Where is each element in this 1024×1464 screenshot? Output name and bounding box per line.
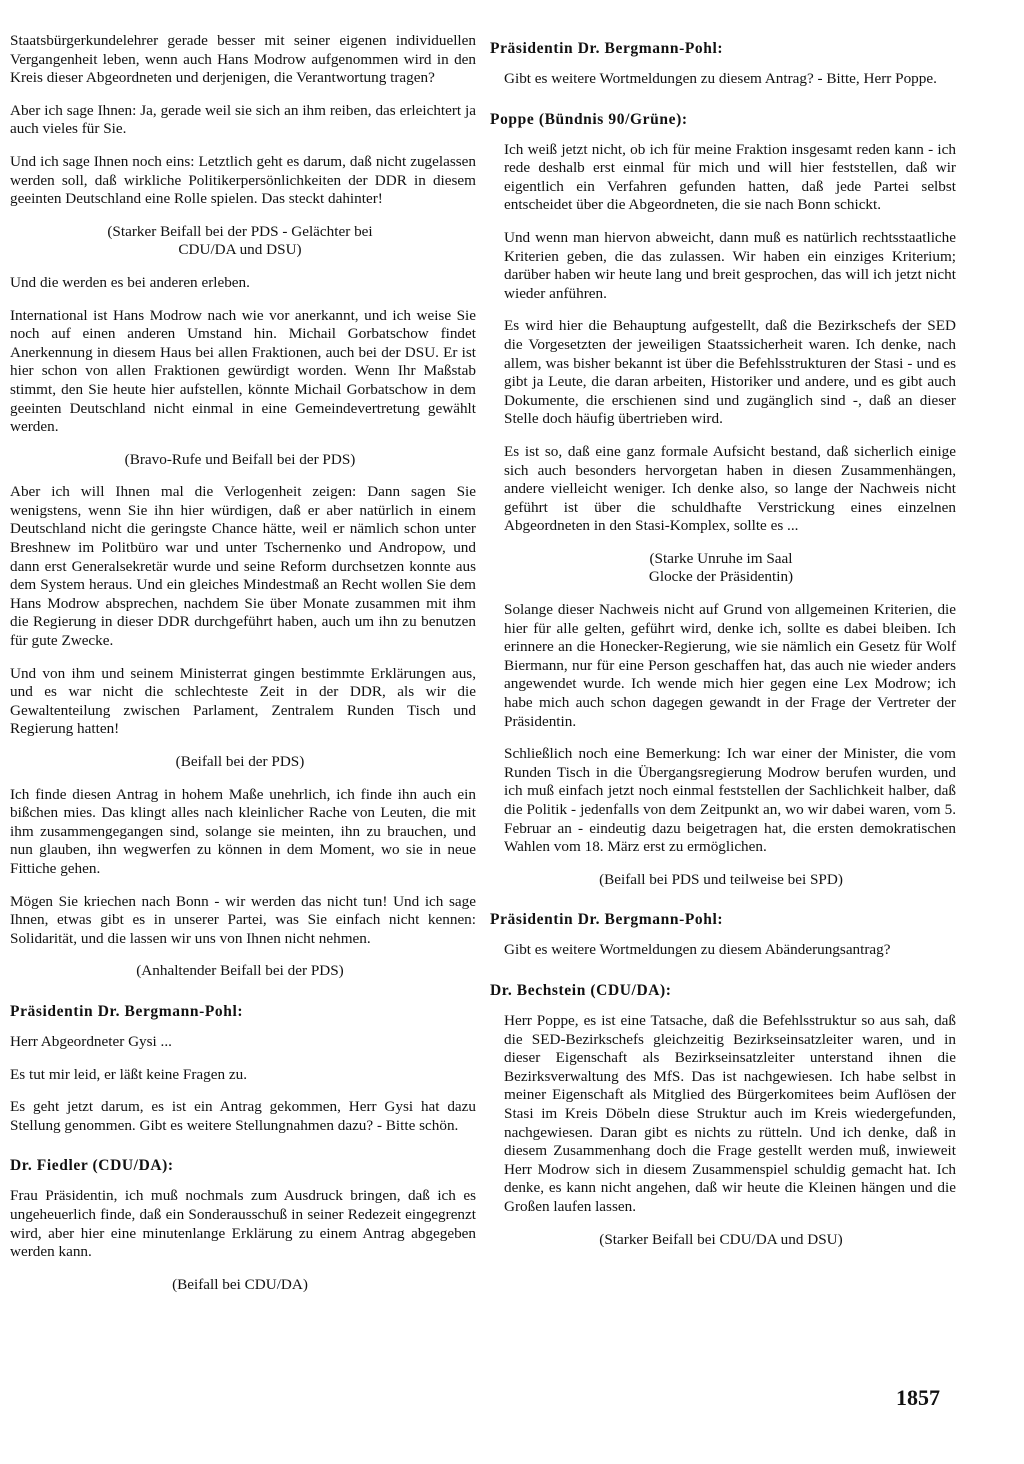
right-column: [486, 32, 956, 1263]
paragraph: Aber ich sage Ihnen: Ja, gerade weil sie sich an ihm reiben, das erleichtert ja auch vieles für Sie.: [10, 101, 476, 138]
speaker-heading: Präsidentin Dr. Bergmann-Pohl:: [490, 40, 724, 57]
speaker-heading: Präsidentin Dr. Bergmann-Pohl:: [10, 1002, 244, 1020]
paragraph: Herr Poppe, es ist eine Tatsache, daß die Befehlsstruktur so aus sah, daß die SED-Bezirkschefs gleichzeitig Bezirkseinsatzleiter waren, und in dieser Eigenschaft als Bezirkseinsatzleiter unterstand ihnen die Bezirksverwaltung des MfS. Das ist nachgewiesen. Ich habe selbst in meiner Eigenschaft als Mitglied des Bürgerkomitees beim Auflösen der Stasi im Kreis Döbeln diese Struktur auch im Kreis wiedergefunden, nachgewiesen. Daran gibt es nichts zu rütteln. Und ich denke, daß in diesem Zusammenhang doch die Frage gestellt werden muß, inwieweit Herr Modrow sich in diesem Zusammenspiel schuldig gemacht hat. Ich denke, es kann nicht angehen, daß wir heute die Kleinen hängen und die Großen laufen lassen.: [504, 1011, 956, 1215]
paragraph: Solange dieser Nachweis nicht auf Grund von allgemeinen Kriterien, die hier für alle gelten, geführt wird, denke ich, sollte es dabei bleiben. Ich erinnere an die Honecker-Regierung, wie sie nämlich ein Gesetz für Wolf Biermann, nur für eine Person geschaffen hat, das auch nie wieder anders angewendet wurde. Ich wende mich hier gegen eine Lex Modrow; ich habe mich auch schon dagegen gewandt in der Frage der Vertreter der Präsidentin.: [504, 601, 956, 730]
reaction-note: (Beifall bei CDU/DA): [172, 1275, 308, 1293]
speaker-heading: Dr. Bechstein (CDU/DA):: [490, 981, 672, 999]
paragraph: International ist Hans Modrow nach wie vor anerkannt, und ich weise Sie noch auf einen anderen Umstand hin. Michail Gorbatschow findet Anerkennung in diesem Haus bei allen Fraktionen, auch bei der DSU. Er ist hier schon von allen Fraktionen gewürdigt worden. Wenn Ihr Maßstab stimmt, den Sie heute hier aufstellen, könnte Michail Gorbatschow in dem geeinten Deutschland nicht einmal in eine Gemeindevertretung gewählt werden.: [10, 306, 476, 436]
reaction-line: (Starker Beifall bei der PDS - Gelächter bei: [107, 222, 373, 240]
reaction-note: (Anhaltender Beifall bei der PDS): [136, 962, 344, 980]
paragraph: Ich weiß jetzt nicht, ob ich für meine Fraktion insgesamt reden kann - ich rede deshalb erst einmal für mich und will hier feststellen, daß wir eigentlich ein Verfahren gefunden hatten, daß jede Partei selbst entscheidet über die Abgeordneten, die sie nach Bonn schickt.: [504, 140, 956, 214]
paragraph: Mögen Sie kriechen nach Bonn - wir werden das nicht tun! Und ich sage Ihnen, etwas gibt es in unserer Partei, was Sie einfach nicht kennen: Solidarität, und die lassen wir uns von Ihnen nicht nehmen.: [10, 892, 476, 947]
reaction-note: (Bravo-Rufe und Beifall bei der PDS): [124, 450, 356, 468]
paragraph: Es wird hier die Behauptung aufgestellt, daß die Bezirkschefs der SED die Vorgesetzten der jeweiligen Staatssicherheit waren. Ich denke, nach allem, was bisher bekannt ist über die Befehlsstrukturen der Stasi - und es gibt ja Leute, die daran arbeiten, Historiker und andere, und es gibt auch Dokumente, die erschienen sind und zugänglich sind -, daß an dieser Stelle doch häufig übertrieben wird.: [504, 317, 956, 428]
reaction-line: (Starke Unruhe im Saal: [649, 549, 793, 567]
paragraph: Und wenn man hiervon abweicht, dann muß es natürlich rechtsstaatliche Kriterien geben, die das zulassen. Wir haben ein einziges Kriterium; darüber haben wir heute lang und breit gesprochen, das will ich jetzt nicht wieder anführen.: [504, 228, 956, 302]
reaction-line: Glocke der Präsidentin): [648, 568, 794, 586]
paragraph: Frau Präsidentin, ich muß nochmals zum Ausdruck bringen, daß ich es ungeheuerlich finde, daß ein Sonderausschuß in seiner Redezeit eingegrenzt wird, aber hier eine minutenlange Erklärung zu einem Antrag abgegeben werden kann.: [10, 1187, 476, 1261]
paragraph: Es tut mir leid, er läßt keine Fragen zu.: [10, 1065, 248, 1083]
paragraph: Herr Abgeordneter Gysi ...: [10, 1032, 172, 1050]
paragraph: Schließlich noch eine Bemerkung: Ich war einer der Minister, die vom Runden Tisch in die Übergangsregierung Modrow berufen wurden, und ich muß einfach jetzt noch einmal feststellen der Sachlichkeit halber, daß die Politik - jedenfalls von dem Zeitpunkt an, wo wir dabei waren, vom 5. Februar an - eindeutig dazu beigetragen hat, die ersten demokratischen Wahlen vom 18. März erst zu ermöglichen.: [504, 745, 956, 856]
reaction-note: [4, 223, 476, 260]
paragraph: Staatsbürgerkundelehrer gerade besser mit seiner eigenen individuellen Vergangenheit leben, wenn auch Hans Modrow aufgenommen wird in den Kreis dieser Abgeordneten und derjenigen, die Verantwortung tragen?: [10, 32, 476, 87]
paragraph: Es ist so, daß eine ganz formale Aufsicht bestand, daß sicherlich einige sich auch besonders hervorgetan haben in diesen Zusammenhängen, andere vielleicht weniger. Ich denke also, so lange der Nachweis nicht geführt ist über die schuldhafte Verstrickung eines einzelnen Abgeordneten in den Stasi-Komplex, sollte es ...: [504, 442, 956, 535]
paragraph: Ich finde diesen Antrag in hohem Maße unehrlich, ich finde ihn auch ein bißchen mies. Das klingt alles nach kleinlicher Rache von Leuten, die mit ihm zusammengegangen sind, solange sie meinten, ihn zu brauchen, und nun glauben, ihn wegwerfen zu können in dem Moment, wo sie in neue Fittiche gehen.: [10, 785, 476, 877]
paragraph: Gibt es weitere Wortmeldungen zu diesem Antrag? - Bitte, Herr Poppe.: [504, 70, 937, 87]
paragraph: Und die werden es bei anderen erleben.: [10, 273, 250, 291]
speaker-heading: Dr. Fiedler (CDU/DA):: [10, 1157, 174, 1175]
speaker-heading: Präsidentin Dr. Bergmann-Pohl:: [490, 911, 724, 929]
reaction-note: [486, 550, 956, 587]
page-number: 1857: [896, 1385, 940, 1410]
paragraph: Und ich sage Ihnen noch eins: Letztlich geht es darum, daß nicht zugelassen werden soll, daß wirkliche Politikerpersönlichkeiten der DDR in diesem geeinten Deutschland eine Rolle spielen. Das steckt dahinter!: [10, 152, 476, 208]
reaction-note: (Beifall bei der PDS): [175, 753, 305, 770]
speaker-heading: Poppe (Bündnis 90/Grüne):: [490, 110, 688, 128]
left-column: [4, 32, 476, 1308]
paragraph: Aber ich will Ihnen mal die Verlogenheit zeigen: Dann sagen Sie wenigstens, wenn Sie ihn hier würdigen, daß er aber natürlich in einem Deutschland nicht die geringste Chance hätte, weil er nämlich schon unter Breshnew im Politbüro war und unter Tschernenko und Andropow, und dann erst Generalsekretär wurde und seine Reform durchsetzen konnte aus dem System heraus. Und ein gleiches Mindestmaß an Recht wollen Sie dem Hans Modrow absprechen, nachdem Sie über Monate zusammen mit ihm die Regierung in dieser DDR durchgeführt haben, auch um ihn zu benutzen für gute Zwecke.: [10, 483, 476, 650]
reaction-line: CDU/DA und DSU): [178, 241, 302, 259]
paragraph: Es geht jetzt darum, es ist ein Antrag gekommen, Herr Gysi hat dazu Stellung genommen. Gibt es weitere Stellungnahmen dazu? - Bitte schön.: [10, 1098, 476, 1134]
paragraph: Und von ihm und seinem Ministerrat gingen bestimmte Erklärungen aus, und es war nicht die schlechteste Zeit in der DDR, als wir die Gewaltenteilung zwischen Parlament, Zentralem Runden Tisch und Regierung hatten!: [10, 664, 476, 738]
reaction-note: (Starker Beifall bei CDU/DA und DSU): [599, 1230, 843, 1248]
paragraph: Gibt es weitere Wortmeldungen zu diesem Abänderungsantrag?: [504, 941, 891, 959]
reaction-note: (Beifall bei PDS und teilweise bei SPD): [599, 870, 843, 888]
